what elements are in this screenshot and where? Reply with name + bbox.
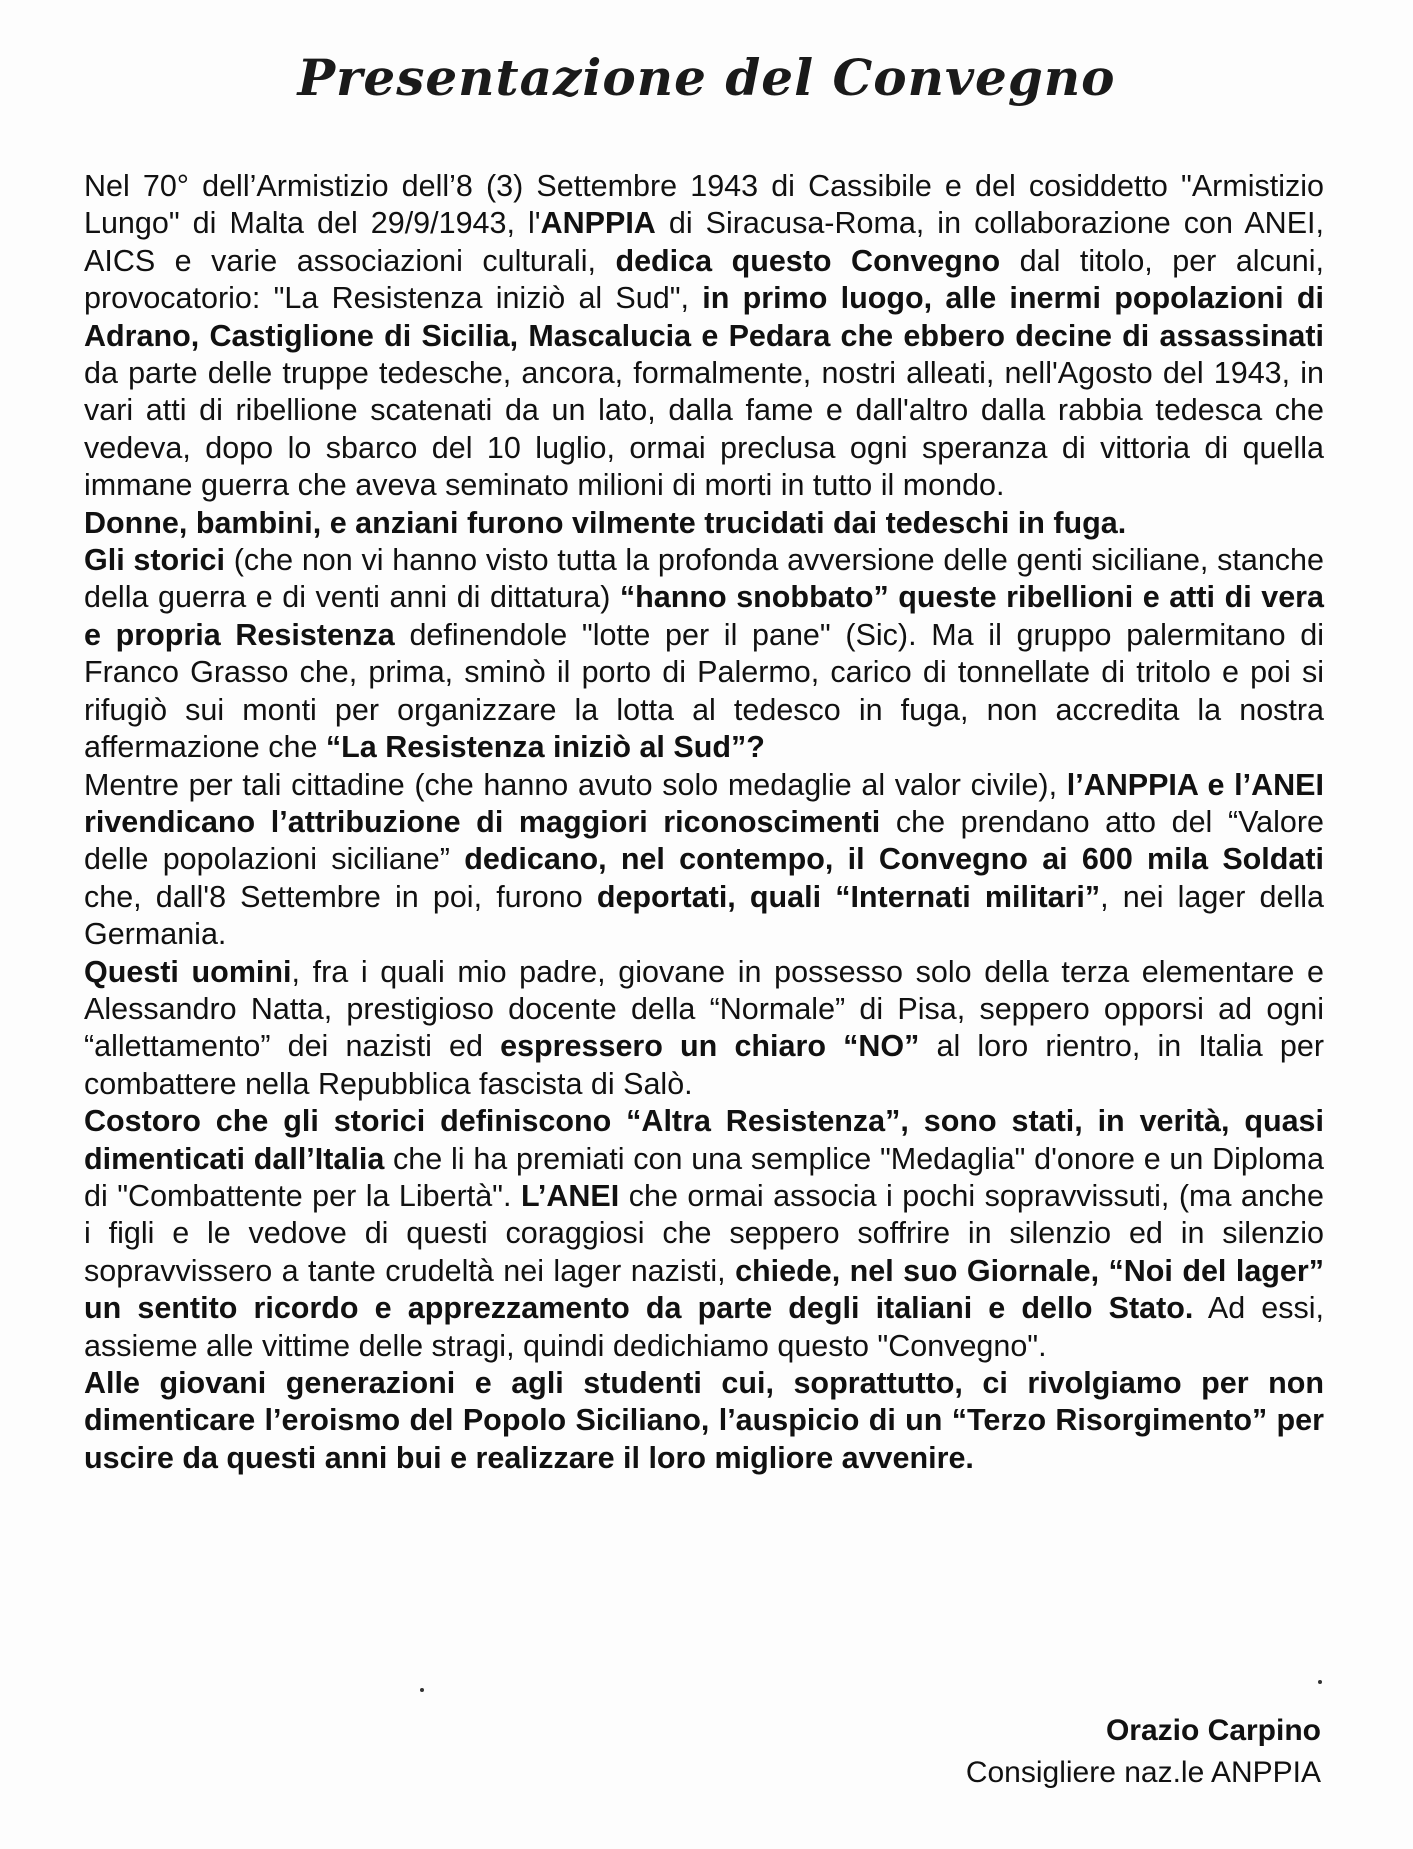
paragraph	[84, 505, 1324, 542]
paragraph	[84, 1365, 1324, 1477]
bold-text-run: l’ANPPIA e l’ANEI rivendicano l’attribuzione di maggiori riconoscimenti	[84, 767, 1324, 839]
scan-speck	[1318, 1680, 1322, 1684]
bold-text-run: deportati, quali “Internati militari”	[596, 879, 1101, 914]
text-run: Ad essi, assieme alle vittime delle stragi, quindi dedichiamo questo "Convegno".	[84, 1291, 1324, 1363]
body-text	[84, 168, 1324, 1477]
text-run: che ormai associa i pochi sopravvissuti, (ma anche i figli e le vedove di questi coraggiosi che seppero soffrire in silenzio ed in silenzio sopravvissero a tante crudeltà nei lager nazisti,	[84, 1178, 1324, 1288]
bold-text-run: “hanno snobbato” queste ribellioni e atti di vera e propria Resistenza	[84, 580, 1324, 652]
text-run: che prendano atto del “Valore delle popolazioni siciliane”	[84, 804, 1324, 877]
bold-text-run: Costoro che gli storici definiscono “Altra Resistenza”, sono stati, in verità, quasi dimenticati dall’Italia	[84, 1104, 1324, 1176]
text-run: , nei lager della Germania.	[84, 879, 1324, 952]
text-run: , fra i quali mio padre, giovane in possesso solo della terza elementare e Alessandro Natta, prestigioso docente della “Normale” di Pisa, seppero opporsi ad ogni “allettamento” dei nazisti ed	[84, 954, 1324, 1064]
text-run: dal titolo, per alcuni, provocatorio: "La Resistenza iniziò al Sud",	[84, 243, 1324, 316]
bold-text-run: Questi uomini	[84, 954, 292, 989]
bold-text-run: L’ANEI	[520, 1178, 620, 1213]
bold-text-run: ANPPIA	[540, 206, 656, 241]
bold-text-run: espressero un chiaro “NO”	[500, 1029, 920, 1064]
text-run: al loro rientro, in Italia per combattere nella Repubblica fascista di Salò.	[84, 1029, 1324, 1101]
bold-text-run: in primo luogo, alle inermi popolazioni di Adrano, Castiglione di Sicilia, Mascalucia e Pedara che ebbero decine di assassinati	[84, 281, 1324, 353]
paragraph	[84, 168, 1324, 505]
bold-text-run: Gli storici	[84, 543, 225, 578]
text-run: che, dall'8 Settembre in poi, furono	[84, 879, 597, 914]
bold-text-run: dedicano, nel contempo, il Convegno ai 600 mila Soldati	[464, 842, 1325, 877]
text-run: che li ha premiati con una semplice "Medaglia" d'onore e un Diploma di "Combattente per la Libertà".	[84, 1141, 1324, 1213]
signature-block	[966, 1710, 1321, 1794]
bold-text-run: chiede, nel suo Giornale, “Noi del lager” un sentito ricordo e apprezzamento da parte degli italiani e dello Stato.	[84, 1253, 1325, 1326]
paragraph	[84, 1103, 1324, 1365]
text-run: Nel 70° dell’Armistizio dell’8 (3) Settembre 1943 di Cassibile e del cosiddetto "Armistizio Lungo" di Malta del 29/9/1943, l'	[84, 169, 1324, 241]
bold-text-run: Donne, bambini, e anziani furono vilmente trucidati dai tedeschi in fuga.	[84, 505, 1127, 540]
paragraph	[84, 767, 1324, 954]
text-run: Mentre per tali cittadine (che hanno avuto solo medaglie al valor civile),	[84, 767, 1067, 802]
scan-speck	[420, 1688, 424, 1692]
text-run: definendole "lotte per il pane" (Sic). Ma il gruppo palermitano di Franco Grasso che, prima, sminò il porto di Palermo, carico di tonnellate di tritolo e poi si rifugiò sui monti per organizzare la lotta al tedesco in fuga, non accredita la nostra affermazione che	[84, 617, 1324, 765]
text-run: di Siracusa-Roma, in collaborazione con ANEI, AICS e varie associazioni culturali,	[84, 206, 1324, 278]
paragraph	[84, 954, 1324, 1104]
bold-text-run: Alle giovani generazioni e agli studenti cui, soprattutto, ci rivolgiamo per non dimenticare l’eroismo del Popolo Siciliano, l’auspicio di un “Terzo Risorgimento” per uscire da questi anni bui e realizzare il loro migliore avvenire.	[84, 1366, 1324, 1475]
bold-text-run: “La Resistenza iniziò al Sud”?	[325, 730, 765, 765]
signature-name: Orazio Carpino	[1105, 1714, 1321, 1747]
signature-role: Consigliere naz.le ANPPIA	[965, 1756, 1321, 1789]
text-run: da parte delle truppe tedesche, ancora, formalmente, nostri alleati, nell'Agosto del 1943, in vari atti di ribellione scatenati da un lato, dalla fame e dall'altro dalla rabbia tedesca che vedeva, dopo lo sbarco del 10 luglio, ormai preclusa ogni speranza di vittoria di quella immane guerra che aveva seminato milioni di morti in tutto il mondo.	[84, 356, 1324, 503]
bold-text-run: dedica questo Convegno	[615, 243, 1001, 278]
text-run: (che non vi hanno visto tutta la profonda avversione delle genti siciliane, stanche della guerra e di venti anni di dittatura)	[84, 543, 1324, 615]
paragraph	[84, 542, 1324, 766]
page-title: Presentazione del Convegno	[297, 48, 1116, 107]
